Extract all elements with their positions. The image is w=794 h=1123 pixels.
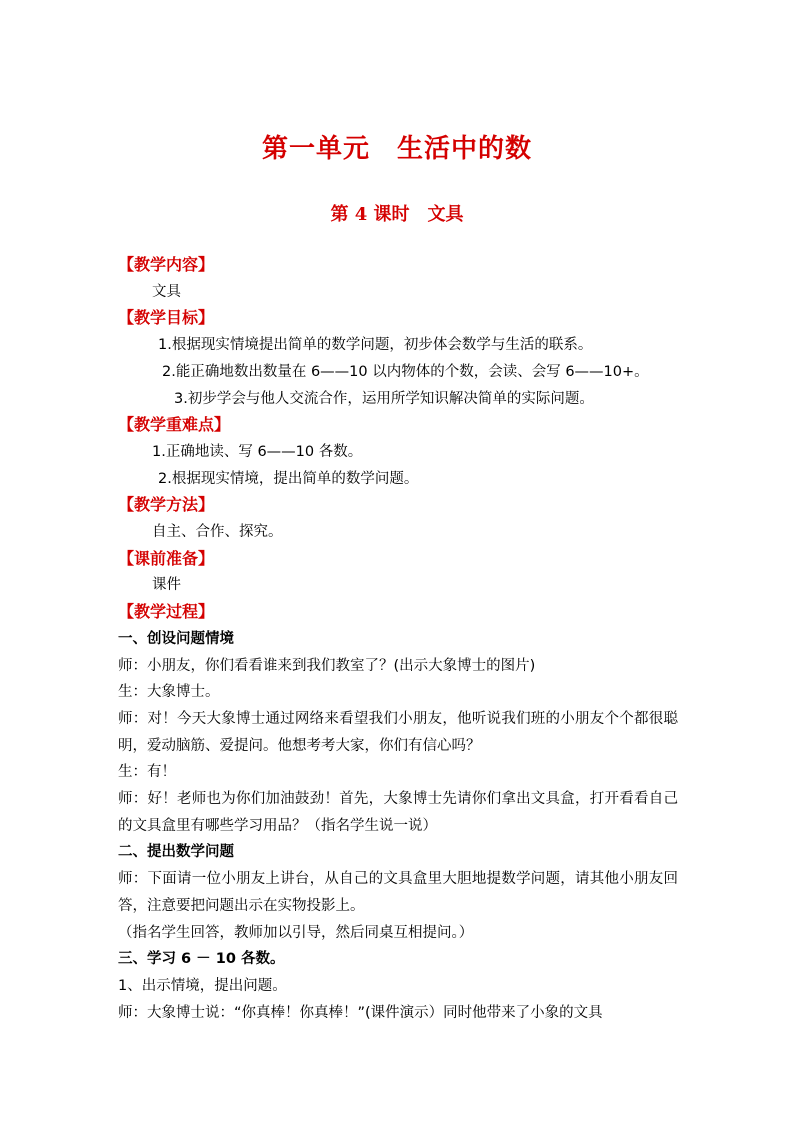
section-heading-process: 【教学过程】 (118, 602, 215, 622)
process-step-heading: 二、提出数学问题 (118, 844, 234, 861)
dialogue-line: （指名学生回答，教师加以引导，然后同桌互相提问。） (118, 924, 474, 941)
page-title: 第一单元 生活中的数 (261, 134, 532, 164)
dialogue-line: 生：大象博士。 (118, 684, 220, 701)
lesson-body (118, 252, 678, 1026)
section-heading-prep: 【课前准备】 (118, 548, 215, 568)
key-item: 1.正确地读、写 6——10 各数。 (152, 443, 363, 460)
dialogue-line: 师：大象博士说：“你真棒！你真棒！”(课件演示）同时他带来了小象的文具 (118, 1004, 603, 1021)
dialogue-line: 师：小朋友，你们看看谁来到我们教室了？(出示大象博士的图片) (118, 657, 536, 674)
dialogue-paragraph: 师：下面请一位小朋友上讲台，从自己的文具盒里大胆地提数学问题，请其他小朋友回答，注意要把问题出示在实物投影上。 (118, 871, 678, 914)
goal-item: 1.根据现实情境提出简单的数学问题，初步体会数学与生活的联系。 (158, 337, 593, 354)
section-heading-method: 【教学方法】 (118, 495, 215, 515)
goal-item: 2.能正确地数出数量在 6——10 以内物体的个数，会读、会写 6——10+。 (162, 363, 649, 380)
method-text: 自主、合作、探究。 (152, 524, 283, 541)
section-heading-key: 【教学重难点】 (118, 415, 231, 435)
page-subtitle: 第 4 课时 文具 (330, 204, 464, 225)
dialogue-paragraph: 师：对！今天大象博士通过网络来看望我们小朋友，他听说我们班的小朋友个个都很聪明，爱动脑筋、爱提问。他想考考大家，你们有信心吗？ (118, 710, 678, 754)
process-step-heading: 一、创设问题情境 (118, 630, 234, 647)
process-step-heading: 三、学习 6 － 10 各数。 (118, 951, 285, 968)
dialogue-paragraph: 师：好！老师也为你们加油鼓劲！首先，大象博士先请你们拿出文具盒，打开看看自己的文具盒里有哪些学习用品？（指名学生说一说） (118, 791, 678, 834)
goal-item: 3.初步学会与他人交流合作，运用所学知识解决简单的实际问题。 (174, 390, 594, 407)
dialogue-line: 1、出示情境，提出问题。 (118, 977, 287, 994)
section-heading-goals: 【教学目标】 (118, 308, 215, 328)
content-text: 文具 (152, 283, 181, 300)
prep-text: 课件 (152, 577, 181, 594)
dialogue-line: 生：有！ (118, 764, 176, 781)
section-heading-content: 【教学内容】 (118, 255, 215, 274)
key-item: 2.根据现实情境，提出简单的数学问题。 (158, 470, 419, 487)
